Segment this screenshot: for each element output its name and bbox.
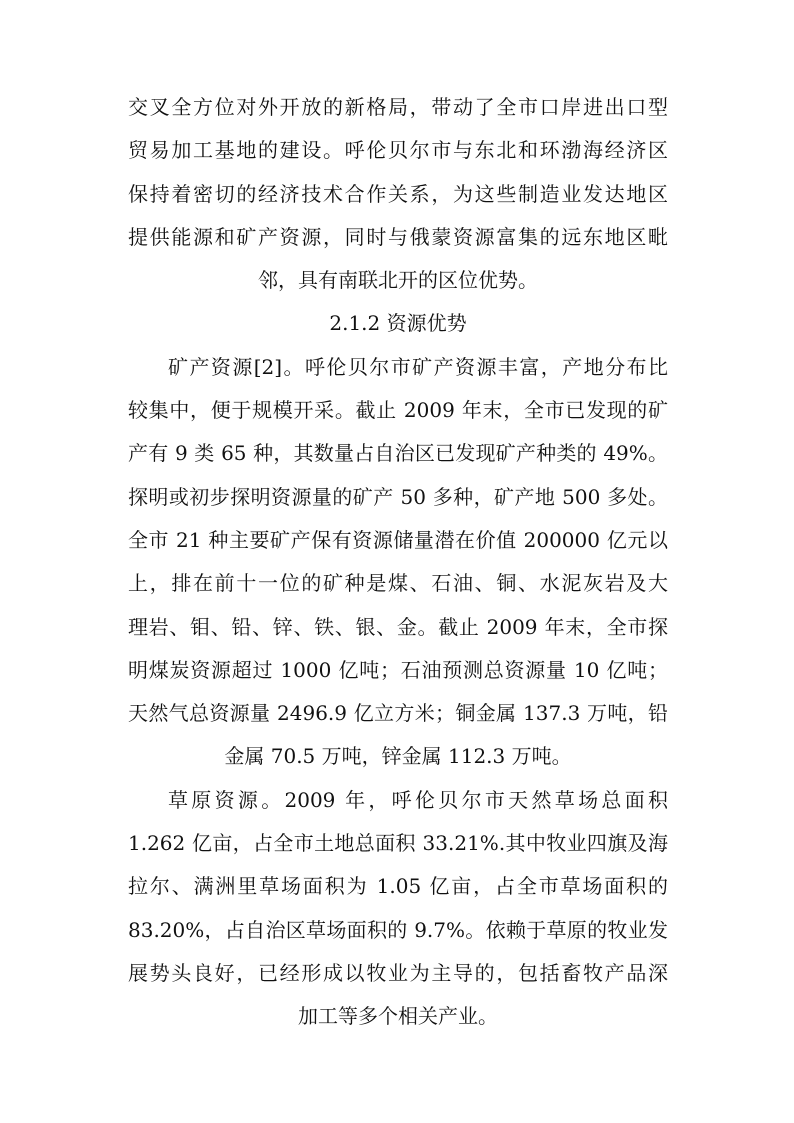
paragraph-line: 贸易加工基地的建设。呼伦贝尔市与东北和环渤海经济区 (128, 138, 668, 163)
paragraph-line: 探明或初步探明资源量的矿产 50 多种，矿产地 500 多处。 (128, 484, 668, 509)
paragraph-line: 交叉全方位对外开放的新格局，带动了全市口岸进出口型 (128, 95, 668, 119)
paragraph-line: 较集中，便于规模开采。截止 2009 年末，全市已发现的矿 (128, 398, 668, 423)
paragraph-last-line: 加工等多个相关产业。 (298, 1004, 498, 1029)
paragraph-line: 拉尔、满洲里草场面积为 1.05 亿亩，占全市草场面积的 (128, 874, 668, 899)
paragraph-line: 保持着密切的经济技术合作关系，为这些制造业发达地区 (128, 181, 668, 206)
paragraph-first-line: 草原资源。2009 年，呼伦贝尔市天然草场总面积 (168, 787, 668, 812)
paragraph-line: 提供能源和矿产资源，同时与俄蒙资源富集的远东地区毗 (128, 224, 668, 249)
paragraph-line: 产有 9 类 65 种，其数量占自治区已发现矿产种类的 49%。 (128, 441, 668, 466)
paragraph-line: 全市 21 种主要矿产保有资源储量潜在价值 200000 亿元以 (128, 527, 668, 552)
section-heading: 2.1.2 资源优势 (329, 311, 467, 336)
paragraph-last-line: 金属 70.5 万吨，锌金属 112.3 万吨。 (224, 744, 572, 769)
paragraph-first-line: 矿产资源[2]。呼伦贝尔市矿产资源丰富，产地分布比 (168, 354, 668, 379)
paragraph-line: 明煤炭资源超过 1000 亿吨；石油预测总资源量 10 亿吨； (128, 657, 668, 682)
body-text (128, 86, 668, 1039)
paragraph-line: 上，排在前十一位的矿种是煤、石油、铜、水泥灰岩及大 (128, 571, 668, 596)
paragraph-line: 展势头良好，已经形成以牧业为主导的，包括畜牧产品深 (128, 960, 668, 985)
paragraph-line: 83.20%，占自治区草场面积的 9.7%。依赖于草原的牧业发 (128, 917, 668, 942)
paragraph-line: 1.262 亿亩，占全市土地总面积 33.21%.其中牧业四旗及海 (128, 831, 668, 856)
paragraph-last-line: 邻，具有南联北开的区位优势。 (258, 268, 538, 293)
paragraph-line: 理岩、钼、铅、锌、铁、银、金。截止 2009 年末，全市探 (128, 614, 668, 639)
paragraph-line: 天然气总资源量 2496.9 亿立方米；铜金属 137.3 万吨，铅 (128, 701, 668, 726)
